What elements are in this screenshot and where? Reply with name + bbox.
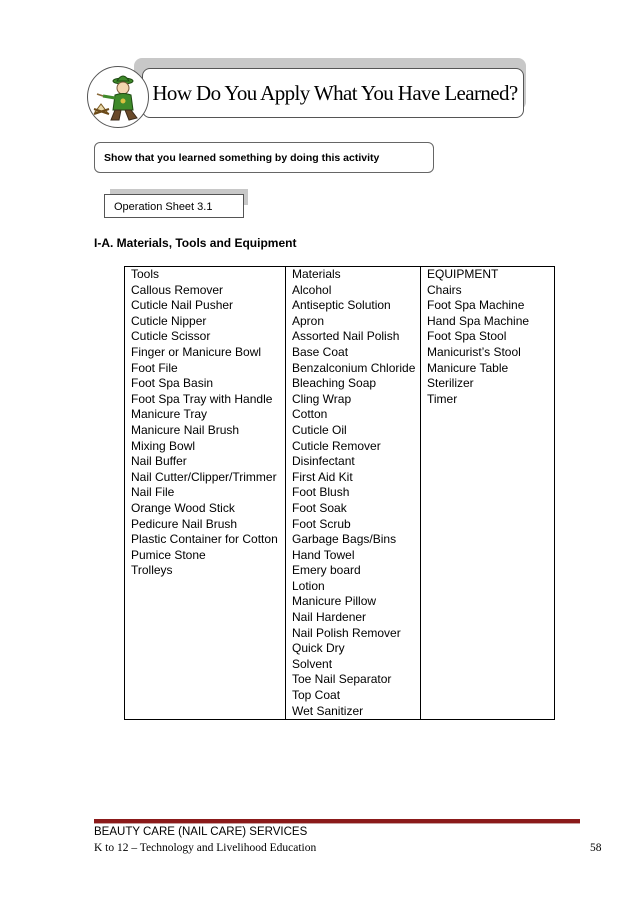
- table-row: [125, 283, 555, 299]
- tool-cell: [125, 672, 286, 688]
- tool-cell: [125, 594, 286, 610]
- equipment-cell: [421, 704, 555, 720]
- equipment-cell: [421, 501, 555, 517]
- material-cell: Emery board: [286, 563, 421, 579]
- table-row: [125, 392, 555, 408]
- equipment-cell: [421, 641, 555, 657]
- table-row: [125, 626, 555, 642]
- tool-cell: Orange Wood Stick: [125, 501, 286, 517]
- material-cell: Cuticle Oil: [286, 423, 421, 439]
- material-cell: Quick Dry: [286, 641, 421, 657]
- table-row: [125, 610, 555, 626]
- table-row: [125, 563, 555, 579]
- tool-cell: [125, 626, 286, 642]
- table-row: [125, 454, 555, 470]
- footer-program-title: K to 12 – Technology and Livelihood Education: [94, 842, 317, 854]
- footer-rule: [94, 819, 580, 824]
- material-cell: Cling Wrap: [286, 392, 421, 408]
- material-cell: Nail Polish Remover: [286, 626, 421, 642]
- tool-cell: Nail File: [125, 485, 286, 501]
- table-header-row: [125, 267, 555, 283]
- material-cell: Wet Sanitizer: [286, 704, 421, 720]
- equipment-cell: Chairs: [421, 283, 555, 299]
- tool-cell: Trolleys: [125, 563, 286, 579]
- tool-cell: [125, 579, 286, 595]
- table-row: [125, 704, 555, 720]
- material-cell: Alcohol: [286, 283, 421, 299]
- material-cell: Cuticle Remover: [286, 439, 421, 455]
- tool-cell: [125, 641, 286, 657]
- material-cell: Nail Hardener: [286, 610, 421, 626]
- equipment-cell: [421, 657, 555, 673]
- tool-cell: Plastic Container for Cotton: [125, 532, 286, 548]
- page-title: How Do You Apply What You Have Learned?: [152, 80, 518, 105]
- column-header-materials: Materials: [286, 267, 421, 283]
- table-row: [125, 657, 555, 673]
- equipment-cell: [421, 688, 555, 704]
- tool-cell: Callous Remover: [125, 283, 286, 299]
- material-cell: Solvent: [286, 657, 421, 673]
- tool-cell: Finger or Manicure Bowl: [125, 345, 286, 361]
- table-row: [125, 345, 555, 361]
- table-row: [125, 641, 555, 657]
- equipment-cell: Hand Spa Machine: [421, 314, 555, 330]
- equipment-cell: [421, 439, 555, 455]
- table-row: [125, 361, 555, 377]
- tool-cell: Cuticle Scissor: [125, 329, 286, 345]
- material-cell: Foot Soak: [286, 501, 421, 517]
- equipment-cell: [421, 548, 555, 564]
- table-row: [125, 407, 555, 423]
- equipment-cell: [421, 626, 555, 642]
- equipment-cell: [421, 672, 555, 688]
- table-row: [125, 688, 555, 704]
- section-heading: I-A. Materials, Tools and Equipment: [94, 236, 297, 250]
- table-row: [125, 501, 555, 517]
- tool-cell: [125, 704, 286, 720]
- tool-cell: Nail Cutter/Clipper/Trimmer: [125, 470, 286, 486]
- tool-cell: Manicure Tray: [125, 407, 286, 423]
- equipment-cell: [421, 470, 555, 486]
- tool-cell: Pedicure Nail Brush: [125, 517, 286, 533]
- tool-cell: [125, 610, 286, 626]
- tool-cell: Nail Buffer: [125, 454, 286, 470]
- tool-cell: Foot Spa Basin: [125, 376, 286, 392]
- material-cell: Manicure Pillow: [286, 594, 421, 610]
- tool-cell: [125, 657, 286, 673]
- tool-cell: [125, 688, 286, 704]
- tool-cell: Pumice Stone: [125, 548, 286, 564]
- table-row: [125, 594, 555, 610]
- table-row: [125, 314, 555, 330]
- equipment-cell: Manicurist’s Stool: [421, 345, 555, 361]
- material-cell: Foot Blush: [286, 485, 421, 501]
- table-row: [125, 329, 555, 345]
- table-row: [125, 548, 555, 564]
- activity-instruction: Show that you learned something by doing this activity: [94, 142, 434, 173]
- equipment-cell: Manicure Table: [421, 361, 555, 377]
- column-header-equipment: EQUIPMENT: [421, 267, 555, 283]
- material-cell: Foot Scrub: [286, 517, 421, 533]
- material-cell: Hand Towel: [286, 548, 421, 564]
- equipment-cell: [421, 407, 555, 423]
- table-row: [125, 439, 555, 455]
- tool-cell: Mixing Bowl: [125, 439, 286, 455]
- table-row: [125, 376, 555, 392]
- material-cell: Base Coat: [286, 345, 421, 361]
- material-cell: Lotion: [286, 579, 421, 595]
- equipment-cell: Foot Spa Machine: [421, 298, 555, 314]
- equipment-cell: Sterilizer: [421, 376, 555, 392]
- tool-cell: Foot Spa Tray with Handle: [125, 392, 286, 408]
- equipment-cell: [421, 454, 555, 470]
- table-row: [125, 532, 555, 548]
- table-body: [125, 267, 555, 720]
- material-cell: First Aid Kit: [286, 470, 421, 486]
- material-cell: Toe Nail Separator: [286, 672, 421, 688]
- equipment-cell: [421, 532, 555, 548]
- table-row: [125, 485, 555, 501]
- material-cell: Top Coat: [286, 688, 421, 704]
- equipment-cell: [421, 423, 555, 439]
- table-row: [125, 517, 555, 533]
- material-cell: Disinfectant: [286, 454, 421, 470]
- column-header-tools: Tools: [125, 267, 286, 283]
- operation-sheet-label: Operation Sheet 3.1: [104, 194, 244, 218]
- table-row: [125, 470, 555, 486]
- material-cell: Garbage Bags/Bins: [286, 532, 421, 548]
- equipment-cell: [421, 563, 555, 579]
- title-banner: [142, 68, 524, 118]
- tool-cell: Foot File: [125, 361, 286, 377]
- table-row: [125, 298, 555, 314]
- tool-cell: Cuticle Nail Pusher: [125, 298, 286, 314]
- table-row: [125, 579, 555, 595]
- equipment-cell: Foot Spa Stool: [421, 329, 555, 345]
- material-cell: Assorted Nail Polish: [286, 329, 421, 345]
- equipment-cell: [421, 610, 555, 626]
- tool-cell: Manicure Nail Brush: [125, 423, 286, 439]
- tool-cell: Cuticle Nipper: [125, 314, 286, 330]
- material-cell: Cotton: [286, 407, 421, 423]
- equipment-cell: [421, 517, 555, 533]
- material-cell: Bleaching Soap: [286, 376, 421, 392]
- equipment-cell: [421, 579, 555, 595]
- material-cell: Antiseptic Solution: [286, 298, 421, 314]
- footer-course-title: BEAUTY CARE (NAIL CARE) SERVICES: [94, 826, 308, 838]
- equipment-cell: Timer: [421, 392, 555, 408]
- table-row: [125, 672, 555, 688]
- materials-tools-equipment-table: [124, 266, 555, 720]
- material-cell: Benzalconium Chloride: [286, 361, 421, 377]
- equipment-cell: [421, 594, 555, 610]
- equipment-cell: [421, 485, 555, 501]
- material-cell: Apron: [286, 314, 421, 330]
- page-number: 58: [590, 842, 602, 854]
- table-row: [125, 423, 555, 439]
- scout-mascot-icon: [89, 68, 147, 126]
